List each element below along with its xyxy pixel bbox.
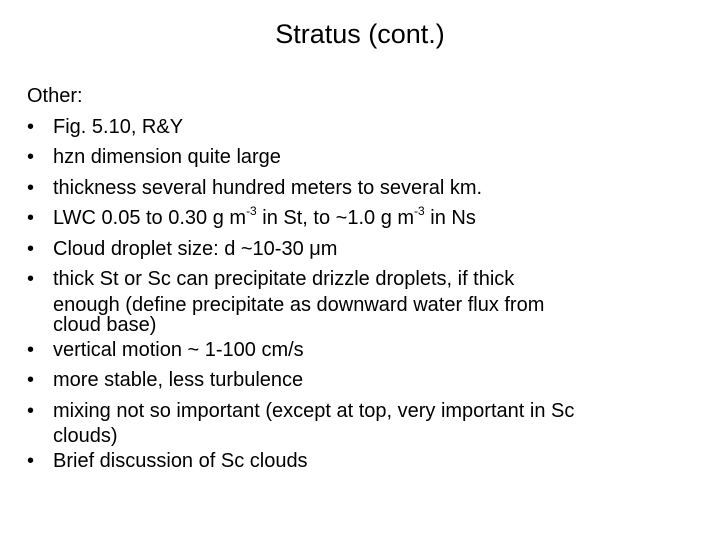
bullet-text: Brief discussion of Sc clouds xyxy=(53,450,308,472)
bullet-item-drizzle xyxy=(27,264,707,335)
bullet-item-brief xyxy=(27,446,707,477)
bullet-icon: • xyxy=(27,450,35,472)
bullet-icon: • xyxy=(27,237,35,260)
intro-label: Other: xyxy=(27,85,83,107)
bullet-icon: • xyxy=(27,369,35,391)
bullet-icon: • xyxy=(27,146,35,168)
bullet-text: thickness several hundred meters to several km. xyxy=(53,176,483,199)
bullet-list xyxy=(27,112,707,477)
bullet-item-mixing xyxy=(27,396,707,447)
slide-title: Stratus (cont.) xyxy=(275,19,445,49)
bullet-text-line2: clouds) xyxy=(53,425,118,447)
bullet-text: hzn dimension quite large xyxy=(53,146,281,168)
bullet-item-droplet xyxy=(27,234,707,265)
bullet-icon: • xyxy=(27,268,35,290)
lwc-text-part3: in Ns xyxy=(424,207,476,229)
bullet-text: Fig. 5.10, R&Y xyxy=(53,115,184,138)
bullet-item-vertical xyxy=(27,335,707,366)
lwc-superscript-2: -3 xyxy=(414,204,425,219)
bullet-item-thickness xyxy=(27,173,707,204)
bullet-item-stable xyxy=(27,365,707,396)
bullet-icon: • xyxy=(27,176,35,199)
bullet-item-lwc xyxy=(27,203,707,234)
bullet-text-line3: cloud base) xyxy=(53,313,157,336)
lwc-text-part1: LWC 0.05 to 0.30 g m xyxy=(53,207,247,229)
bullet-icon: • xyxy=(27,115,35,138)
bullet-text: more stable, less turbulence xyxy=(53,369,304,391)
bullet-item-fig xyxy=(27,112,707,143)
bullet-text: vertical motion ~ 1-100 cm/s xyxy=(53,338,304,361)
bullet-text-line1: thick St or Sc can precipitate drizzle droplets, if thick xyxy=(53,268,515,290)
slide-body xyxy=(27,81,707,477)
bullet-text-line2: enough (define precipitate as downward water flux from xyxy=(53,293,545,316)
bullet-icon: • xyxy=(27,338,35,361)
bullet-text xyxy=(53,204,476,229)
lwc-text-part2: in St, to ~1.0 g m xyxy=(256,207,415,229)
lwc-superscript-1: -3 xyxy=(246,204,257,219)
bullet-item-hzn xyxy=(27,142,707,173)
bullet-icon: • xyxy=(27,207,35,229)
bullet-icon: • xyxy=(27,399,35,422)
bullet-text: Cloud droplet size: d ~10-30 μm xyxy=(53,237,338,260)
bullet-text-line1: mixing not so important (except at top, very important in Sc xyxy=(53,399,575,422)
